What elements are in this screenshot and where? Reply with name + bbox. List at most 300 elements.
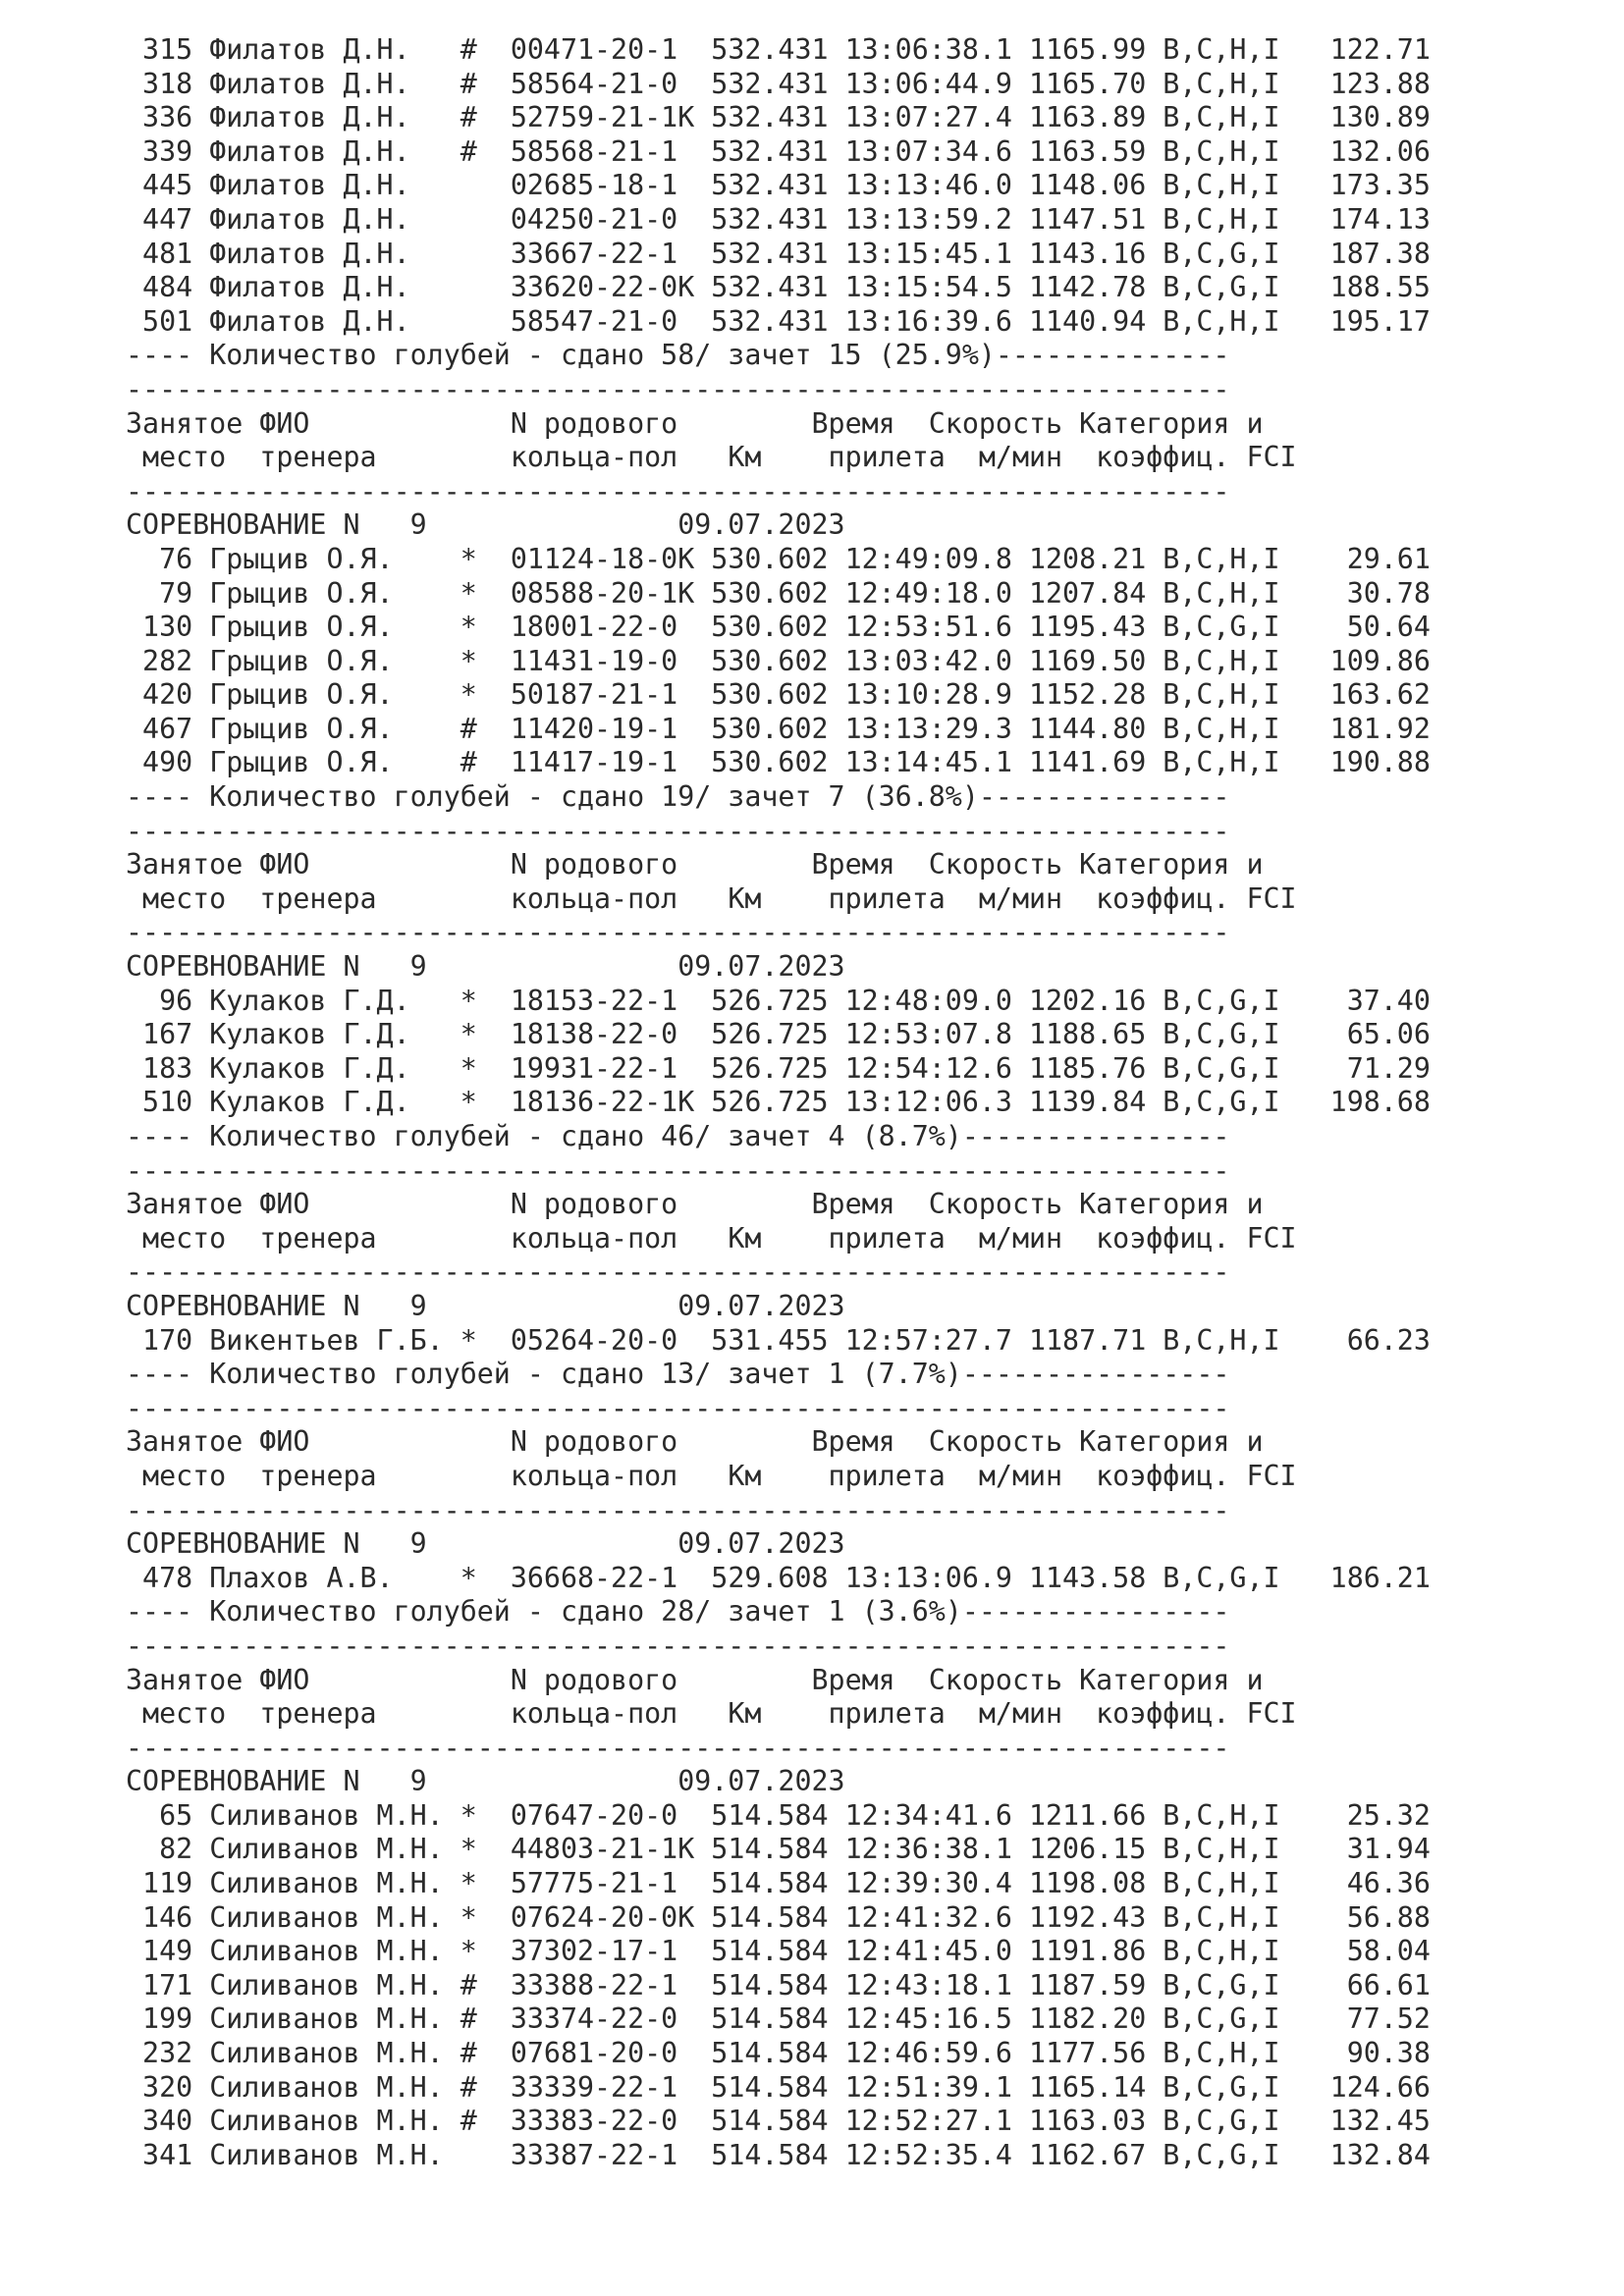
result-row <box>126 2139 1598 2173</box>
result-row <box>126 746 1598 780</box>
competition-date: 09.07.2023 <box>677 950 845 984</box>
fci: 77.52 <box>1279 2002 1431 2036</box>
fci: 29.61 <box>1279 542 1431 575</box>
fci: 163.62 <box>1279 678 1431 712</box>
distance: 532.431 <box>711 202 845 236</box>
arrival-time: 12:39:30.4 <box>844 1867 1029 1900</box>
summary-fill: ---------------- <box>961 1358 1230 1391</box>
trainer-name: Кулаков Г.Д. <box>209 1018 460 1051</box>
ring-number: 33667-22-1 <box>510 237 712 270</box>
arrival-time: 13:07:34.6 <box>844 134 1029 168</box>
category: B,C,H,I <box>1163 67 1280 100</box>
place: 501 <box>126 304 210 338</box>
place: 467 <box>126 712 210 745</box>
place: 510 <box>126 1086 210 1119</box>
category: B,C,H,I <box>1163 1798 1280 1832</box>
summary-prefix: ---- <box>126 1595 210 1629</box>
mark <box>460 2139 511 2171</box>
place: 318 <box>126 67 210 100</box>
col-header: ФИО <box>259 1188 511 1221</box>
ring-number: 58547-21-0 <box>510 304 712 338</box>
category: B,C,G,I <box>1163 2105 1280 2138</box>
header-row-1 <box>126 848 1598 882</box>
arrival-time: 13:13:59.2 <box>844 202 1029 236</box>
category: B,C,H,I <box>1163 1900 1280 1934</box>
header-row-2 <box>126 1460 1598 1494</box>
summary-fill: ---------------- <box>961 1595 1230 1629</box>
summary-line <box>126 339 1598 373</box>
arrival-time: 13:13:29.3 <box>844 712 1029 745</box>
place: 96 <box>126 984 210 1017</box>
distance: 529.608 <box>711 1561 845 1594</box>
distance: 532.431 <box>711 101 845 134</box>
col-header: тренера <box>259 1221 511 1255</box>
col-header: коэффиц. FCI <box>1096 441 1297 474</box>
distance: 532.431 <box>711 304 845 338</box>
col-header: Скорость <box>928 1425 1080 1459</box>
place: 339 <box>126 134 210 168</box>
ring-number: 05264-20-0 <box>510 1323 712 1357</box>
ring-number: 52759-21-1K <box>510 101 712 134</box>
mark: # <box>460 712 511 745</box>
ring-number: 19931-22-1 <box>510 1051 712 1085</box>
competition-number: СОРЕВНОВАНИЕ N 9 <box>126 1527 678 1561</box>
mark: * <box>460 1086 511 1119</box>
competition-title <box>126 508 1598 543</box>
result-row <box>126 238 1598 272</box>
header-row-1 <box>126 1664 1598 1698</box>
trainer-name: Кулаков Г.Д. <box>209 1051 460 1085</box>
divider: ------------------------------------------------------------------ <box>126 1153 1230 1187</box>
mark: # <box>460 1968 511 2002</box>
trainer-name: Филатов Д.Н. <box>209 304 460 338</box>
place: 119 <box>126 1867 210 1900</box>
col-header: Занятое <box>126 1188 260 1221</box>
category: B,C,H,I <box>1163 678 1280 712</box>
ring-number: 11431-19-0 <box>510 644 712 677</box>
ring-number: 11417-19-1 <box>510 746 712 779</box>
speed: 1143.58 <box>1028 1561 1164 1594</box>
trainer-name: Силиванов М.Н. <box>209 1798 460 1832</box>
mark: * <box>460 1051 511 1085</box>
result-row <box>126 678 1598 713</box>
col-header: м/мин <box>978 881 1097 915</box>
result-row <box>126 1935 1598 1969</box>
trainer-name: Грыцив О.Я. <box>209 746 460 779</box>
speed: 1195.43 <box>1028 611 1164 644</box>
col-header: N родового <box>510 848 812 881</box>
mark: * <box>460 611 511 644</box>
category: B,C,H,I <box>1163 746 1280 779</box>
speed: 1182.20 <box>1028 2002 1164 2036</box>
col-header: Скорость <box>928 1663 1080 1696</box>
divider: ------------------------------------------------------------------ <box>126 372 1230 405</box>
distance: 526.725 <box>711 1051 845 1085</box>
place: 484 <box>126 271 210 304</box>
category: B,C,G,I <box>1163 2002 1280 2036</box>
col-header: м/мин <box>978 441 1097 474</box>
col-header: м/мин <box>978 1459 1097 1492</box>
arrival-time: 13:10:28.9 <box>844 678 1029 712</box>
col-header: место <box>126 1459 260 1492</box>
fci: 65.06 <box>1279 1018 1431 1051</box>
result-row <box>126 2105 1598 2139</box>
divider-line <box>126 373 1598 407</box>
col-header: тренера <box>259 1459 511 1492</box>
col-header: прилета <box>828 1221 979 1255</box>
col-header: Скорость <box>928 406 1080 440</box>
category: B,C,G,I <box>1163 2138 1280 2171</box>
fci: 25.32 <box>1279 1798 1431 1832</box>
result-row <box>126 68 1598 102</box>
place: 341 <box>126 2138 210 2171</box>
category: B,C,H,I <box>1163 33 1280 66</box>
result-row <box>126 1086 1598 1120</box>
col-header: Категория и <box>1079 406 1264 440</box>
fci: 186.21 <box>1279 1561 1431 1594</box>
result-row <box>126 611 1598 645</box>
category: B,C,G,I <box>1163 1968 1280 2002</box>
col-header: Время <box>811 406 929 440</box>
col-header: прилета <box>828 881 979 915</box>
ring-number: 18153-22-1 <box>510 984 712 1017</box>
trainer-name: Филатов Д.Н. <box>209 169 460 202</box>
fci: 195.17 <box>1279 304 1431 338</box>
distance: 530.602 <box>711 611 845 644</box>
summary-prefix: ---- <box>126 780 210 814</box>
arrival-time: 12:41:45.0 <box>844 1935 1029 1968</box>
col-header: Категория и <box>1079 848 1264 881</box>
distance: 526.725 <box>711 984 845 1017</box>
mark: * <box>460 1323 511 1357</box>
ring-number: 18001-22-0 <box>510 611 712 644</box>
distance: 514.584 <box>711 2037 845 2070</box>
ring-number: 02685-18-1 <box>510 169 712 202</box>
ring-number: 33374-22-0 <box>510 2002 712 2036</box>
summary-text: Количество голубей - сдано 13/ зачет 1 (7.7%) <box>209 1358 962 1391</box>
arrival-time: 13:15:45.1 <box>844 237 1029 270</box>
trainer-name: Грыцив О.Я. <box>209 611 460 644</box>
divider-line <box>126 1255 1598 1290</box>
speed: 1169.50 <box>1028 644 1164 677</box>
col-header: прилета <box>828 1459 979 1492</box>
summary-prefix: ---- <box>126 1120 210 1152</box>
col-header: ФИО <box>259 1663 511 1696</box>
speed: 1143.16 <box>1028 237 1164 270</box>
header-row-2 <box>126 1222 1598 1256</box>
category: B,C,H,I <box>1163 202 1280 236</box>
mark <box>460 203 511 236</box>
distance: 532.431 <box>711 271 845 304</box>
ring-number: 50187-21-1 <box>510 678 712 712</box>
place: 232 <box>126 2037 210 2070</box>
summary-line <box>126 1595 1598 1629</box>
result-row <box>126 1901 1598 1936</box>
competition-title <box>126 950 1598 985</box>
distance: 532.431 <box>711 169 845 202</box>
fci: 30.78 <box>1279 576 1431 610</box>
place: 183 <box>126 1051 210 1085</box>
speed: 1192.43 <box>1028 1900 1164 1934</box>
place: 447 <box>126 202 210 236</box>
trainer-name: Силиванов М.Н. <box>209 2037 460 2070</box>
competition-number: СОРЕВНОВАНИЕ N 9 <box>126 508 678 542</box>
category: B,C,H,I <box>1163 1867 1280 1900</box>
col-header: Время <box>811 1663 929 1696</box>
result-row <box>126 645 1598 679</box>
fci: 132.84 <box>1279 2138 1431 2171</box>
arrival-time: 12:57:27.7 <box>844 1323 1029 1357</box>
summary-text: Количество голубей - сдано 19/ зачет 7 (36.8%) <box>209 780 979 814</box>
arrival-time: 12:48:09.0 <box>844 984 1029 1017</box>
speed: 1141.69 <box>1028 746 1164 779</box>
col-header: место <box>126 1697 260 1731</box>
mark: * <box>460 1867 511 1900</box>
col-header: Время <box>811 848 929 881</box>
distance: 532.431 <box>711 237 845 270</box>
fci: 188.55 <box>1279 271 1431 304</box>
fci: 31.94 <box>1279 1833 1431 1866</box>
speed: 1147.51 <box>1028 202 1164 236</box>
divider: ------------------------------------------------------------------ <box>126 916 1230 949</box>
arrival-time: 12:43:18.1 <box>844 1968 1029 2002</box>
competition-number: СОРЕВНОВАНИЕ N 9 <box>126 950 678 984</box>
mark: * <box>460 576 511 610</box>
col-header: Время <box>811 1188 929 1221</box>
distance: 514.584 <box>711 1867 845 1900</box>
competition-number: СОРЕВНОВАНИЕ N 9 <box>126 1289 678 1322</box>
col-header: коэффиц. FCI <box>1096 1697 1297 1731</box>
fci: 123.88 <box>1279 67 1431 100</box>
place: 336 <box>126 101 210 134</box>
arrival-time: 12:51:39.1 <box>844 2070 1029 2104</box>
category: B,C,G,I <box>1163 271 1280 304</box>
speed: 1152.28 <box>1028 678 1164 712</box>
arrival-time: 13:12:06.3 <box>844 1086 1029 1119</box>
arrival-time: 12:36:38.1 <box>844 1833 1029 1866</box>
col-header: кольца-пол <box>510 881 729 915</box>
speed: 1198.08 <box>1028 1867 1164 1900</box>
arrival-time: 13:06:44.9 <box>844 67 1029 100</box>
competition-title <box>126 1765 1598 1799</box>
place: 170 <box>126 1323 210 1357</box>
mark: # <box>460 67 511 100</box>
arrival-time: 13:13:06.9 <box>844 1561 1029 1594</box>
distance: 514.584 <box>711 2105 845 2138</box>
col-header: место <box>126 1221 260 1255</box>
place: 130 <box>126 611 210 644</box>
col-header: Км <box>728 1697 829 1731</box>
mark: * <box>460 1935 511 1968</box>
fci: 90.38 <box>1279 2037 1431 2070</box>
col-header: коэффиц. FCI <box>1096 881 1297 915</box>
ring-number: 33387-22-1 <box>510 2138 712 2171</box>
divider-line <box>126 1392 1598 1426</box>
col-header: Категория и <box>1079 1425 1264 1459</box>
trainer-name: Филатов Д.Н. <box>209 67 460 100</box>
trainer-name: Филатов Д.Н. <box>209 33 460 66</box>
result-row <box>126 2002 1598 2037</box>
result-row <box>126 543 1598 577</box>
divider-line <box>126 1629 1598 1664</box>
result-row <box>126 1052 1598 1087</box>
summary-prefix: ---- <box>126 1358 210 1391</box>
speed: 1188.65 <box>1028 1018 1164 1051</box>
place: 199 <box>126 2002 210 2036</box>
category: B,C,H,I <box>1163 576 1280 610</box>
result-row <box>126 271 1598 305</box>
competition-date: 09.07.2023 <box>677 508 845 542</box>
trainer-name: Грыцив О.Я. <box>209 542 460 575</box>
mark <box>460 238 511 270</box>
mark: * <box>460 984 511 1017</box>
distance: 514.584 <box>711 2070 845 2104</box>
col-header: N родового <box>510 1425 812 1459</box>
trainer-name: Филатов Д.Н. <box>209 237 460 270</box>
divider-line <box>126 475 1598 509</box>
speed: 1140.94 <box>1028 304 1164 338</box>
mark: # <box>460 2105 511 2138</box>
fci: 124.66 <box>1279 2070 1431 2104</box>
distance: 530.602 <box>711 542 845 575</box>
header-row-2 <box>126 1697 1598 1732</box>
ring-number: 18136-22-1K <box>510 1086 712 1119</box>
divider-line <box>126 916 1598 950</box>
place: 149 <box>126 1935 210 1968</box>
divider: ------------------------------------------------------------------ <box>126 1493 1230 1526</box>
col-header: Км <box>728 441 829 474</box>
arrival-time: 13:03:42.0 <box>844 644 1029 677</box>
result-row <box>126 1833 1598 1867</box>
category: B,C,G,I <box>1163 984 1280 1017</box>
speed: 1185.76 <box>1028 1051 1164 1085</box>
trainer-name: Силиванов М.Н. <box>209 1867 460 1900</box>
ring-number: 44803-21-1K <box>510 1833 712 1866</box>
competition-title <box>126 1290 1598 1324</box>
category: B,C,H,I <box>1163 2037 1280 2070</box>
col-header: N родового <box>510 1188 812 1221</box>
trainer-name: Кулаков Г.Д. <box>209 984 460 1017</box>
competition-date: 09.07.2023 <box>677 1289 845 1322</box>
speed: 1148.06 <box>1028 169 1164 202</box>
col-header: Занятое <box>126 406 260 440</box>
competition-number: СОРЕВНОВАНИЕ N 9 <box>126 1765 678 1798</box>
place: 79 <box>126 576 210 610</box>
mark: # <box>460 2037 511 2070</box>
category: B,C,H,I <box>1163 1323 1280 1357</box>
trainer-name: Филатов Д.Н. <box>209 101 460 134</box>
speed: 1202.16 <box>1028 984 1164 1017</box>
header-row-1 <box>126 1188 1598 1222</box>
ring-number: 18138-22-0 <box>510 1018 712 1051</box>
trainer-name: Силиванов М.Н. <box>209 1833 460 1866</box>
mark: # <box>460 33 511 66</box>
distance: 531.455 <box>711 1323 845 1357</box>
speed: 1142.78 <box>1028 271 1164 304</box>
place: 490 <box>126 746 210 779</box>
mark: * <box>460 1798 511 1832</box>
ring-number: 04250-21-0 <box>510 202 712 236</box>
mark: * <box>460 1018 511 1051</box>
distance: 514.584 <box>711 1798 845 1832</box>
summary-fill: ---------------- <box>961 1120 1230 1152</box>
divider-line <box>126 1732 1598 1766</box>
divider: ------------------------------------------------------------------ <box>126 474 1230 507</box>
distance: 530.602 <box>711 746 845 779</box>
trainer-name: Грыцив О.Я. <box>209 678 460 712</box>
category: B,C,G,I <box>1163 1086 1280 1119</box>
result-row <box>126 1799 1598 1834</box>
header-row-1 <box>126 407 1598 442</box>
result-row <box>126 169 1598 203</box>
col-header: коэффиц. FCI <box>1096 1459 1297 1492</box>
speed: 1207.84 <box>1028 576 1164 610</box>
mark: * <box>460 542 511 575</box>
fci: 173.35 <box>1279 169 1431 202</box>
competition-title <box>126 1527 1598 1562</box>
ring-number: 07681-20-0 <box>510 2037 712 2070</box>
mark: # <box>460 101 511 134</box>
col-header: Занятое <box>126 1425 260 1459</box>
col-header: ФИО <box>259 848 511 881</box>
result-row <box>126 2071 1598 2106</box>
speed: 1165.14 <box>1028 2070 1164 2104</box>
col-header: место <box>126 881 260 915</box>
summary-text: Количество голубей - сдано 46/ зачет 4 (8.7%) <box>209 1120 962 1152</box>
category: B,C,H,I <box>1163 304 1280 338</box>
ring-number: 57775-21-1 <box>510 1867 712 1900</box>
result-row <box>126 713 1598 747</box>
divider-line <box>126 1494 1598 1528</box>
competition-date: 09.07.2023 <box>677 1527 845 1561</box>
place: 76 <box>126 542 210 575</box>
result-row <box>126 985 1598 1019</box>
competition-date: 09.07.2023 <box>677 1765 845 1798</box>
place: 171 <box>126 1968 210 2002</box>
fci: 181.92 <box>1279 712 1431 745</box>
fci: 132.06 <box>1279 134 1431 168</box>
col-header: ФИО <box>259 406 511 440</box>
speed: 1163.89 <box>1028 101 1164 134</box>
trainer-name: Филатов Д.Н. <box>209 134 460 168</box>
divider: ------------------------------------------------------------------ <box>126 1255 1230 1289</box>
arrival-time: 12:41:32.6 <box>844 1900 1029 1934</box>
arrival-time: 13:13:46.0 <box>844 169 1029 202</box>
distance: 514.584 <box>711 2002 845 2036</box>
mark <box>460 271 511 303</box>
trainer-name: Силиванов М.Н. <box>209 2138 460 2171</box>
distance: 514.584 <box>711 2138 845 2171</box>
fci: 71.29 <box>1279 1051 1431 1085</box>
arrival-time: 12:53:51.6 <box>844 611 1029 644</box>
distance: 532.431 <box>711 33 845 66</box>
fci: 58.04 <box>1279 1935 1431 1968</box>
result-row <box>126 305 1598 340</box>
place: 320 <box>126 2070 210 2104</box>
fci: 130.89 <box>1279 101 1431 134</box>
trainer-name: Викентьев Г.Б. <box>209 1323 460 1357</box>
col-header: Занятое <box>126 848 260 881</box>
trainer-name: Филатов Д.Н. <box>209 202 460 236</box>
fci: 66.23 <box>1279 1323 1431 1357</box>
place: 82 <box>126 1833 210 1866</box>
summary-text: Количество голубей - сдано 28/ зачет 1 (3.6%) <box>209 1595 962 1629</box>
result-row <box>126 577 1598 612</box>
speed: 1211.66 <box>1028 1798 1164 1832</box>
col-header: м/мин <box>978 1697 1097 1731</box>
result-row <box>126 101 1598 135</box>
category: B,C,G,I <box>1163 1561 1280 1594</box>
